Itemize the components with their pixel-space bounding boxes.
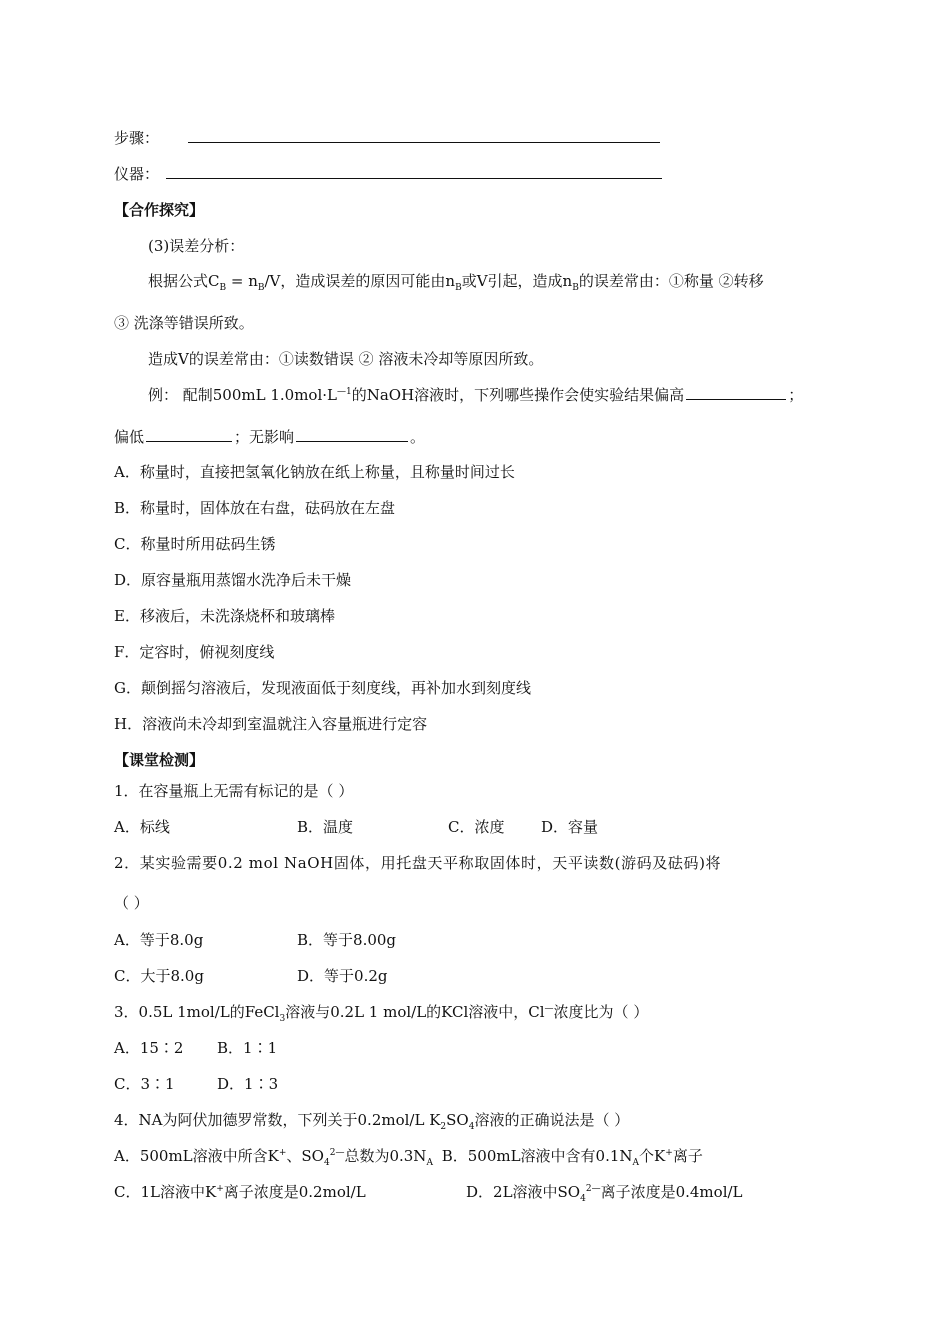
instruments-blank [166,164,662,179]
example-line [148,385,803,405]
example-text-2: 的NaOH溶液时，下列哪些操作会使实验结果偏高 [351,386,685,404]
q3-option-a: A．15∶2 [114,1039,184,1057]
option-d: D．原容量瓶用蒸馏水洗净后未干燥 [114,571,352,589]
q4-text-3: 溶液的正确说法是（ ） [474,1111,630,1129]
q2-option-b: B．等于8.00g [297,931,397,949]
formula-text-1: 根据公式C [148,272,220,290]
q3-options-row2 [114,1074,278,1094]
q1-option-d: D．容量 [541,818,599,836]
option-a: A．称量时，直接把氢氧化钠放在纸上称量，且称量时间过长 [114,463,515,481]
q2-option-d: D．等于0.2g [297,967,388,985]
sub-b-4: B [572,283,579,293]
q4-option-d: D．2L溶液中$SO_4^{2—}$离子浓度是0.4mol/L [466,1183,743,1204]
option-e: E．移液后，未洗涤烧杯和玻璃棒 [114,607,335,625]
q3-option-b: B．1∶1 [217,1039,278,1057]
v-error-line: 造成V的误差常由：①读数错误 ② 溶液未冷却等原因所致。 [148,350,544,368]
error-analysis-title: (3)误差分析： [148,237,245,255]
sub-b-1: B [219,283,227,293]
instruments-line [114,164,664,184]
steps-label: 步骤： [114,129,160,147]
option-g: G．颠倒摇匀溶液后，发现液面低于刻度线，再补加水到刻度线 [114,679,531,697]
q2-option-a: A．等于8.0g [114,931,204,949]
instruments-label: 仪器： [114,165,160,183]
q4-stem [114,1110,629,1130]
q3-sup-minus: — [544,1004,554,1014]
q2-options-row2 [114,966,387,986]
q3-option-d: D．1∶3 [217,1075,279,1093]
q3-options-row1 [114,1038,277,1058]
example-sup: —1 [337,387,352,397]
q3-stem [114,1002,648,1022]
formula-text-2: = n [226,272,258,290]
q4-option-c: C．1L溶液中K+离子浓度是0.2mol/L [114,1183,366,1201]
sub-b-2: B [257,283,265,293]
q2-stem: 2．某实验需要0.2 mol NaOH固体，用托盘天平称取固体时，天平读数(游码及砝码)将 [114,854,722,872]
option-f: F．定容时，俯视刻度线 [114,643,275,661]
formula-text-4: 或V引起，造成n [461,272,573,290]
ketang-heading: 【课堂检测】 [114,751,205,769]
q2-paren: （ ） [114,894,149,912]
sub-b-3: B [455,283,462,293]
q1-options [114,817,598,837]
q4-text-2: SO [446,1111,469,1129]
low-blank [146,427,232,442]
period: 。 [410,428,426,446]
q2-options-row1 [114,930,396,950]
q4-options-row2 [114,1182,743,1202]
q3-text-2: 溶液与0.2L 1 mol/L的KCl溶液中，Cl [285,1003,545,1021]
q4-sub-4: 4 [468,1122,475,1132]
none-label: ；无影响 [234,428,295,446]
low-none-line [114,427,425,447]
q4-sub-2: 2 [440,1122,447,1132]
formula-line [148,271,764,291]
none-blank [296,427,408,442]
q4-options-row1 [114,1146,703,1166]
steps-line [114,128,662,148]
example-text-1: 例： 配制500mL 1.0mol·L [148,386,337,404]
example-end: ； [788,386,804,404]
q2-option-c: C．大于8.0g [114,967,204,985]
formula-continuation: ③ 洗涤等错误所致。 [114,314,254,332]
hezuo-heading: 【合作探究】 [114,201,205,219]
formula-text-3: /V，造成误差的原因可能由n [264,272,456,290]
option-h: H．溶液尚未冷却到室温就注入容量瓶进行定容 [114,715,428,733]
formula-text-5: 的误差常由：①称量 ②转移 [578,272,764,290]
q4-option-a: A．500mL溶液中所含K+、$SO_4^{2—}$总数为$0.3N_A$ [114,1147,433,1168]
q4-option-b: B．500mL溶液中含有$0.1N_A$个K+离子 [441,1147,703,1168]
option-c: C．称量时所用砝码生锈 [114,535,276,553]
high-blank [686,385,786,400]
option-b: B．称量时，固体放在右盘，砝码放在左盘 [114,499,396,517]
q1-stem: 1．在容量瓶上无需有标记的是（ ） [114,782,354,800]
low-label: 偏低 [114,428,145,446]
q1-option-b: B．温度 [297,818,354,836]
q4-text-1: 4．NA为阿伏加德罗常数，下列关于0.2mol/L K [114,1111,441,1129]
q1-option-a: A．标线 [114,818,170,836]
steps-blank [188,128,660,143]
q3-sub-3: 3 [279,1014,286,1024]
q3-option-c: C．3∶1 [114,1075,175,1093]
q3-text-3: 浓度比为（ ） [553,1003,649,1021]
q3-text-1: 3．0.5L 1mol/L的FeCl [114,1003,280,1021]
q1-option-c: C．浓度 [448,818,505,836]
